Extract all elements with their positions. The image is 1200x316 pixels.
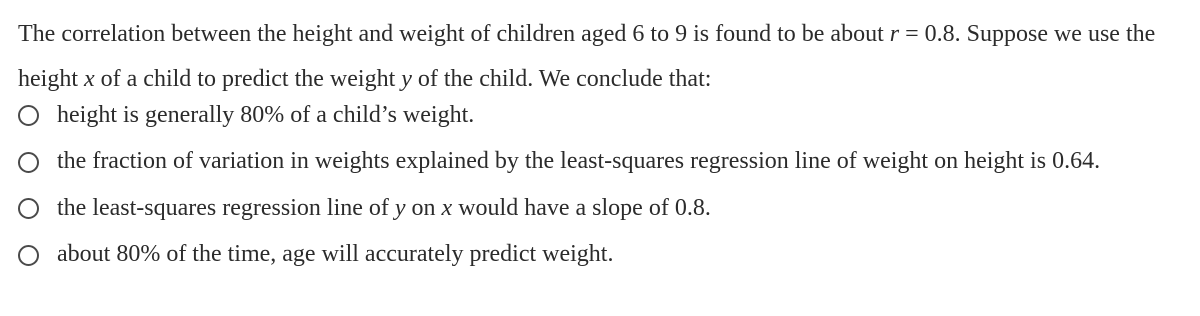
r-value: = 0.8 bbox=[899, 21, 955, 47]
y-symbol: y bbox=[401, 66, 412, 92]
question-part-4: of the child. We conclude that: bbox=[411, 66, 712, 92]
x-symbol: x bbox=[84, 66, 95, 92]
option-3-post: would have a slope of 0.8. bbox=[452, 194, 711, 221]
question-part-2: . Suppose we use the height bbox=[18, 21, 1156, 92]
option-3-y-symbol: y bbox=[394, 194, 406, 221]
answer-option-label: the fraction of variation in weights explained by the least-squares regression line of weight on height is 0.64. bbox=[57, 148, 1101, 175]
radio-button-icon[interactable] bbox=[18, 152, 39, 173]
option-3-mid: on bbox=[405, 194, 442, 221]
question-part-3: of a child to predict the weight bbox=[94, 66, 402, 92]
question-text bbox=[18, 12, 1194, 102]
radio-button-icon[interactable] bbox=[18, 105, 39, 126]
answer-option-label: about 80% of the time, age will accurately predict weight. bbox=[57, 241, 614, 268]
option-3-x-symbol: x bbox=[441, 194, 453, 221]
option-3-pre: the least-squares regression line of bbox=[57, 194, 395, 221]
radio-button-icon[interactable] bbox=[18, 198, 39, 219]
radio-button-icon[interactable] bbox=[18, 245, 39, 266]
answer-option-3[interactable] bbox=[18, 185, 1100, 232]
answer-option-2[interactable] bbox=[18, 139, 1100, 186]
answer-option-1[interactable] bbox=[18, 92, 1100, 139]
answer-option-label bbox=[57, 195, 711, 222]
r-symbol: r bbox=[889, 21, 900, 47]
answer-option-label: height is generally 80% of a child’s weight. bbox=[57, 101, 475, 128]
answer-option-4[interactable] bbox=[18, 232, 1100, 279]
answer-options bbox=[18, 92, 1100, 278]
question-part-1: The correlation between the height and weight of children aged 6 to 9 is found to be about bbox=[18, 21, 890, 47]
